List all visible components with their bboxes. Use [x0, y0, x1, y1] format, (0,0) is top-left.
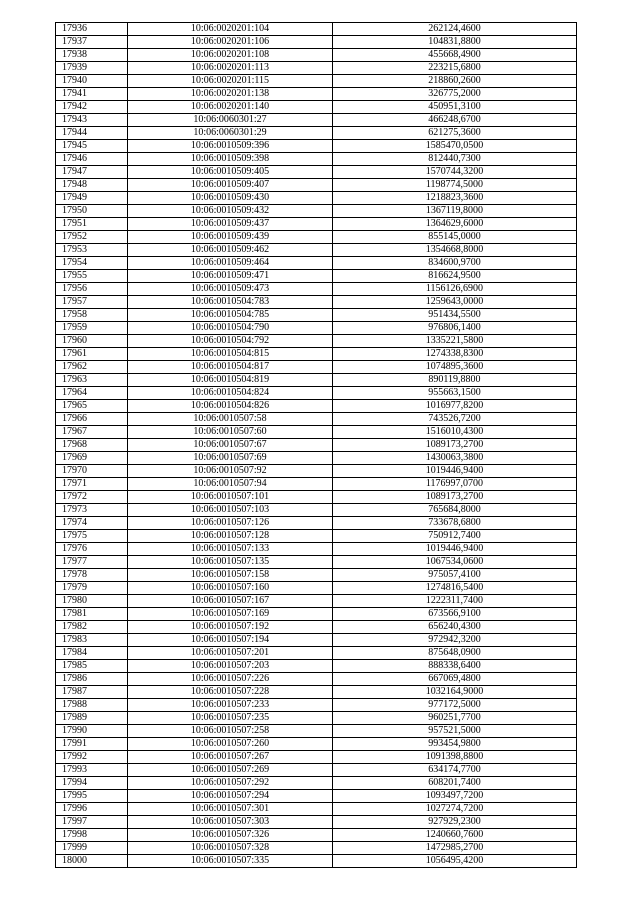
cadastral-number-cell: 10:06:0010509:396: [128, 140, 333, 153]
cadastral-value-cell: 1016977,8200: [333, 400, 577, 413]
cadastral-number-cell: 10:06:0010507:201: [128, 647, 333, 660]
cadastral-number-cell: 10:06:0010507:101: [128, 491, 333, 504]
cadastral-value-cell: 1089173,2700: [333, 491, 577, 504]
cadastral-number-cell: 10:06:0020201:106: [128, 36, 333, 49]
cadastral-value-cell: 455668,4900: [333, 49, 577, 62]
row-number-cell: 17999: [56, 842, 128, 855]
table-row: [56, 816, 577, 829]
cadastral-number-cell: 10:06:0010504:817: [128, 361, 333, 374]
cadastral-value-cell: 218860,2600: [333, 75, 577, 88]
row-number-cell: 17981: [56, 608, 128, 621]
cadastral-value-cell: 667069,4800: [333, 673, 577, 686]
cadastral-number-cell: 10:06:0010509:432: [128, 205, 333, 218]
row-number-cell: 17936: [56, 23, 128, 36]
row-number-cell: 17960: [56, 335, 128, 348]
table-row: [56, 855, 577, 868]
cadastral-value-cell: 1067534,0600: [333, 556, 577, 569]
row-number-cell: 17972: [56, 491, 128, 504]
table-row: [56, 192, 577, 205]
cadastral-number-cell: 10:06:0010507:226: [128, 673, 333, 686]
row-number-cell: 17966: [56, 413, 128, 426]
table-row: [56, 608, 577, 621]
cadastral-number-cell: 10:06:0010507:135: [128, 556, 333, 569]
cadastral-value-cell: 673566,9100: [333, 608, 577, 621]
table-row: [56, 218, 577, 231]
row-number-cell: 17969: [56, 452, 128, 465]
table-row: [56, 452, 577, 465]
row-number-cell: 17953: [56, 244, 128, 257]
cadastral-number-cell: 10:06:0020201:140: [128, 101, 333, 114]
cadastral-value-cell: 812440,7300: [333, 153, 577, 166]
row-number-cell: 17973: [56, 504, 128, 517]
cadastral-number-cell: 10:06:0020201:113: [128, 62, 333, 75]
cadastral-value-cell: 1364629,6000: [333, 218, 577, 231]
cadastral-value-cell: 1218823,3600: [333, 192, 577, 205]
cadastral-value-cell: 1222311,7400: [333, 595, 577, 608]
table-row: [56, 36, 577, 49]
table-row: [56, 777, 577, 790]
row-number-cell: 17964: [56, 387, 128, 400]
cadastral-value-cell: 855145,0000: [333, 231, 577, 244]
cadastral-number-cell: 10:06:0010507:303: [128, 816, 333, 829]
row-number-cell: 17978: [56, 569, 128, 582]
cadastral-value-cell: 733678,6800: [333, 517, 577, 530]
table-row: [56, 283, 577, 296]
table-row: [56, 764, 577, 777]
row-number-cell: 17938: [56, 49, 128, 62]
row-number-cell: 17958: [56, 309, 128, 322]
cadastral-value-cell: 875648,0900: [333, 647, 577, 660]
cadastral-number-cell: 10:06:0010507:335: [128, 855, 333, 868]
table-row: [56, 114, 577, 127]
cadastral-value-cell: 993454,9800: [333, 738, 577, 751]
table-row: [56, 647, 577, 660]
row-number-cell: 17967: [56, 426, 128, 439]
cadastral-number-cell: 10:06:0010507:292: [128, 777, 333, 790]
row-number-cell: 17965: [56, 400, 128, 413]
cadastral-value-cell: 975057,4100: [333, 569, 577, 582]
table-row: [56, 790, 577, 803]
table-row: [56, 127, 577, 140]
row-number-cell: 17987: [56, 686, 128, 699]
row-number-cell: 17974: [56, 517, 128, 530]
cadastral-number-cell: 10:06:0010507:133: [128, 543, 333, 556]
row-number-cell: 18000: [56, 855, 128, 868]
table-row: [56, 101, 577, 114]
cadastral-number-cell: 10:06:0010509:407: [128, 179, 333, 192]
row-number-cell: 17952: [56, 231, 128, 244]
row-number-cell: 17939: [56, 62, 128, 75]
cadastral-number-cell: 10:06:0010507:60: [128, 426, 333, 439]
cadastral-value-cell: 1274816,5400: [333, 582, 577, 595]
table-row: [56, 205, 577, 218]
table-row: [56, 322, 577, 335]
cadastral-value-cell: 972942,3200: [333, 634, 577, 647]
cadastral-number-cell: 10:06:0010507:294: [128, 790, 333, 803]
table-row: [56, 634, 577, 647]
row-number-cell: 17989: [56, 712, 128, 725]
row-number-cell: 17961: [56, 348, 128, 361]
cadastral-value-cell: 104831,8800: [333, 36, 577, 49]
cadastral-value-cell: 1259643,0000: [333, 296, 577, 309]
row-number-cell: 17942: [56, 101, 128, 114]
row-number-cell: 17993: [56, 764, 128, 777]
table-row: [56, 179, 577, 192]
cadastral-number-cell: 10:06:0010509:462: [128, 244, 333, 257]
table-row: [56, 699, 577, 712]
cadastral-value-cell: 977172,5000: [333, 699, 577, 712]
cadastral-number-cell: 10:06:0020201:138: [128, 88, 333, 101]
cadastral-value-cell: 1019446,9400: [333, 543, 577, 556]
cadastral-value-cell: 1089173,2700: [333, 439, 577, 452]
cadastral-value-cell: 750912,7400: [333, 530, 577, 543]
cadastral-number-cell: 10:06:0010507:160: [128, 582, 333, 595]
table-row: [56, 543, 577, 556]
row-number-cell: 17946: [56, 153, 128, 166]
row-number-cell: 17997: [56, 816, 128, 829]
table-row: [56, 296, 577, 309]
row-number-cell: 17955: [56, 270, 128, 283]
table-row: [56, 569, 577, 582]
row-number-cell: 17977: [56, 556, 128, 569]
table-row: [56, 374, 577, 387]
row-number-cell: 17954: [56, 257, 128, 270]
table-row: [56, 309, 577, 322]
cadastral-value-cell: 608201,7400: [333, 777, 577, 790]
table-row: [56, 62, 577, 75]
row-number-cell: 17956: [56, 283, 128, 296]
row-number-cell: 17983: [56, 634, 128, 647]
table-row: [56, 400, 577, 413]
cadastral-value-cell: 1027274,7200: [333, 803, 577, 816]
row-number-cell: 17984: [56, 647, 128, 660]
cadastral-value-cell: 976806,1400: [333, 322, 577, 335]
table-row: [56, 673, 577, 686]
table-row: [56, 244, 577, 257]
row-number-cell: 17994: [56, 777, 128, 790]
row-number-cell: 17991: [56, 738, 128, 751]
cadastral-number-cell: 10:06:0010507:128: [128, 530, 333, 543]
table-row: [56, 660, 577, 673]
cadastral-number-cell: 10:06:0010507:167: [128, 595, 333, 608]
row-number-cell: 17995: [56, 790, 128, 803]
cadastral-number-cell: 10:06:0010507:126: [128, 517, 333, 530]
cadastral-value-cell: 1056495,4200: [333, 855, 577, 868]
row-number-cell: 17982: [56, 621, 128, 634]
cadastral-value-cell: 450951,3100: [333, 101, 577, 114]
table-row: [56, 23, 577, 36]
table-row: [56, 556, 577, 569]
cadastral-value-cell: 1091398,8800: [333, 751, 577, 764]
table-row: [56, 491, 577, 504]
table-row: [56, 361, 577, 374]
table-row: [56, 49, 577, 62]
row-number-cell: 17971: [56, 478, 128, 491]
cadastral-value-cell: 1585470,0500: [333, 140, 577, 153]
cadastral-value-cell: 1516010,4300: [333, 426, 577, 439]
cadastral-number-cell: 10:06:0010509:405: [128, 166, 333, 179]
cadastral-number-cell: 10:06:0020201:115: [128, 75, 333, 88]
cadastral-number-cell: 10:06:0010507:69: [128, 452, 333, 465]
cadastral-value-cell: 834600,9700: [333, 257, 577, 270]
row-number-cell: 17979: [56, 582, 128, 595]
cadastral-value-cell: 957521,5000: [333, 725, 577, 738]
cadastral-number-cell: 10:06:0010507:260: [128, 738, 333, 751]
cadastral-number-cell: 10:06:0010507:67: [128, 439, 333, 452]
row-number-cell: 17980: [56, 595, 128, 608]
cadastral-number-cell: 10:06:0010507:267: [128, 751, 333, 764]
cadastral-value-cell: 743526,7200: [333, 413, 577, 426]
cadastral-number-cell: 10:06:0010504:783: [128, 296, 333, 309]
cadastral-number-cell: 10:06:0010507:92: [128, 465, 333, 478]
cadastral-number-cell: 10:06:0010504:792: [128, 335, 333, 348]
cadastral-number-cell: 10:06:0010507:158: [128, 569, 333, 582]
cadastral-number-cell: 10:06:0010507:58: [128, 413, 333, 426]
cadastral-number-cell: 10:06:0010509:398: [128, 153, 333, 166]
cadastral-value-cell: 816624,9500: [333, 270, 577, 283]
table-row: [56, 426, 577, 439]
table-row: [56, 75, 577, 88]
table-row: [56, 595, 577, 608]
cadastral-value-cell: 262124,4600: [333, 23, 577, 36]
cadastral-value-cell: 1032164,9000: [333, 686, 577, 699]
cadastral-value-cell: 1472985,2700: [333, 842, 577, 855]
cadastral-value-cell: 223215,6800: [333, 62, 577, 75]
cadastral-number-cell: 10:06:0010504:826: [128, 400, 333, 413]
row-number-cell: 17945: [56, 140, 128, 153]
cadastral-value-cell: 656240,4300: [333, 621, 577, 634]
cadastral-number-cell: 10:06:0010507:192: [128, 621, 333, 634]
cadastral-value-table: [55, 22, 577, 868]
cadastral-value-cell: 1430063,3800: [333, 452, 577, 465]
table-row: [56, 803, 577, 816]
cadastral-number-cell: 10:06:0010507:94: [128, 478, 333, 491]
row-number-cell: 17959: [56, 322, 128, 335]
cadastral-value-cell: 927929,2300: [333, 816, 577, 829]
row-number-cell: 17992: [56, 751, 128, 764]
cadastral-value-cell: 1335221,5800: [333, 335, 577, 348]
cadastral-value-table-container: [55, 22, 570, 868]
cadastral-number-cell: 10:06:0010507:169: [128, 608, 333, 621]
table-row: [56, 88, 577, 101]
cadastral-number-cell: 10:06:0010507:328: [128, 842, 333, 855]
cadastral-value-cell: 466248,6700: [333, 114, 577, 127]
cadastral-value-cell: 1156126,6900: [333, 283, 577, 296]
cadastral-value-cell: 1240660,7600: [333, 829, 577, 842]
cadastral-value-cell: 1074895,3600: [333, 361, 577, 374]
row-number-cell: 17943: [56, 114, 128, 127]
cadastral-value-cell: 1367119,8000: [333, 205, 577, 218]
table-row: [56, 751, 577, 764]
cadastral-number-cell: 10:06:0010504:819: [128, 374, 333, 387]
cadastral-number-cell: 10:06:0010509:464: [128, 257, 333, 270]
cadastral-number-cell: 10:06:0060301:29: [128, 127, 333, 140]
cadastral-value-cell: 1274338,8300: [333, 348, 577, 361]
cadastral-value-cell: 634174,7700: [333, 764, 577, 777]
table-row: [56, 829, 577, 842]
cadastral-number-cell: 10:06:0010507:301: [128, 803, 333, 816]
table-row: [56, 257, 577, 270]
cadastral-value-cell: 765684,8000: [333, 504, 577, 517]
cadastral-value-cell: 1093497,7200: [333, 790, 577, 803]
row-number-cell: 17948: [56, 179, 128, 192]
cadastral-value-cell: 960251,7700: [333, 712, 577, 725]
cadastral-number-cell: 10:06:0010507:258: [128, 725, 333, 738]
row-number-cell: 17986: [56, 673, 128, 686]
row-number-cell: 17988: [56, 699, 128, 712]
table-row: [56, 582, 577, 595]
table-row: [56, 335, 577, 348]
row-number-cell: 17962: [56, 361, 128, 374]
cadastral-number-cell: 10:06:0060301:27: [128, 114, 333, 127]
row-number-cell: 17937: [56, 36, 128, 49]
cadastral-value-cell: 1019446,9400: [333, 465, 577, 478]
cadastral-number-cell: 10:06:0020201:108: [128, 49, 333, 62]
table-row: [56, 439, 577, 452]
cadastral-number-cell: 10:06:0010507:228: [128, 686, 333, 699]
cadastral-number-cell: 10:06:0010507:235: [128, 712, 333, 725]
cadastral-number-cell: 10:06:0010504:785: [128, 309, 333, 322]
cadastral-value-cell: 326775,2000: [333, 88, 577, 101]
row-number-cell: 17947: [56, 166, 128, 179]
table-row: [56, 465, 577, 478]
cadastral-number-cell: 10:06:0010507:103: [128, 504, 333, 517]
cadastral-number-cell: 10:06:0010509:439: [128, 231, 333, 244]
table-row: [56, 738, 577, 751]
cadastral-number-cell: 10:06:0010509:430: [128, 192, 333, 205]
cadastral-value-cell: 955663,1500: [333, 387, 577, 400]
row-number-cell: 17963: [56, 374, 128, 387]
cadastral-number-cell: 10:06:0010504:824: [128, 387, 333, 400]
table-row: [56, 504, 577, 517]
cadastral-value-cell: 1176997,0700: [333, 478, 577, 491]
cadastral-number-cell: 10:06:0010507:269: [128, 764, 333, 777]
table-row: [56, 517, 577, 530]
row-number-cell: 17949: [56, 192, 128, 205]
table-row: [56, 166, 577, 179]
table-row: [56, 413, 577, 426]
table-row: [56, 621, 577, 634]
table-row: [56, 725, 577, 738]
row-number-cell: 17940: [56, 75, 128, 88]
cadastral-number-cell: 10:06:0010507:233: [128, 699, 333, 712]
cadastral-value-cell: 1198774,5000: [333, 179, 577, 192]
table-row: [56, 530, 577, 543]
table-row: [56, 348, 577, 361]
row-number-cell: 17996: [56, 803, 128, 816]
row-number-cell: 17968: [56, 439, 128, 452]
cadastral-value-cell: 951434,5500: [333, 309, 577, 322]
row-number-cell: 17985: [56, 660, 128, 673]
cadastral-number-cell: 10:06:0010509:473: [128, 283, 333, 296]
row-number-cell: 17950: [56, 205, 128, 218]
row-number-cell: 17975: [56, 530, 128, 543]
table-row: [56, 270, 577, 283]
cadastral-number-cell: 10:06:0010507:194: [128, 634, 333, 647]
table-row: [56, 478, 577, 491]
row-number-cell: 17951: [56, 218, 128, 231]
cadastral-value-cell: 621275,3600: [333, 127, 577, 140]
cadastral-number-cell: 10:06:0010509:437: [128, 218, 333, 231]
table-row: [56, 231, 577, 244]
table-row: [56, 153, 577, 166]
cadastral-number-cell: 10:06:0010509:471: [128, 270, 333, 283]
table-row: [56, 842, 577, 855]
cadastral-number-cell: 10:06:0010507:326: [128, 829, 333, 842]
cadastral-value-cell: 888338,6400: [333, 660, 577, 673]
cadastral-value-cell: 1570744,3200: [333, 166, 577, 179]
row-number-cell: 17957: [56, 296, 128, 309]
cadastral-value-cell: 1354668,8000: [333, 244, 577, 257]
row-number-cell: 17970: [56, 465, 128, 478]
row-number-cell: 17976: [56, 543, 128, 556]
table-row: [56, 140, 577, 153]
cadastral-number-cell: 10:06:0020201:104: [128, 23, 333, 36]
table-row: [56, 686, 577, 699]
table-body: [56, 23, 577, 868]
cadastral-number-cell: 10:06:0010504:790: [128, 322, 333, 335]
table-row: [56, 712, 577, 725]
table-row: [56, 387, 577, 400]
row-number-cell: 17941: [56, 88, 128, 101]
cadastral-value-cell: 890119,8800: [333, 374, 577, 387]
row-number-cell: 17998: [56, 829, 128, 842]
row-number-cell: 17944: [56, 127, 128, 140]
cadastral-number-cell: 10:06:0010507:203: [128, 660, 333, 673]
cadastral-number-cell: 10:06:0010504:815: [128, 348, 333, 361]
row-number-cell: 17990: [56, 725, 128, 738]
